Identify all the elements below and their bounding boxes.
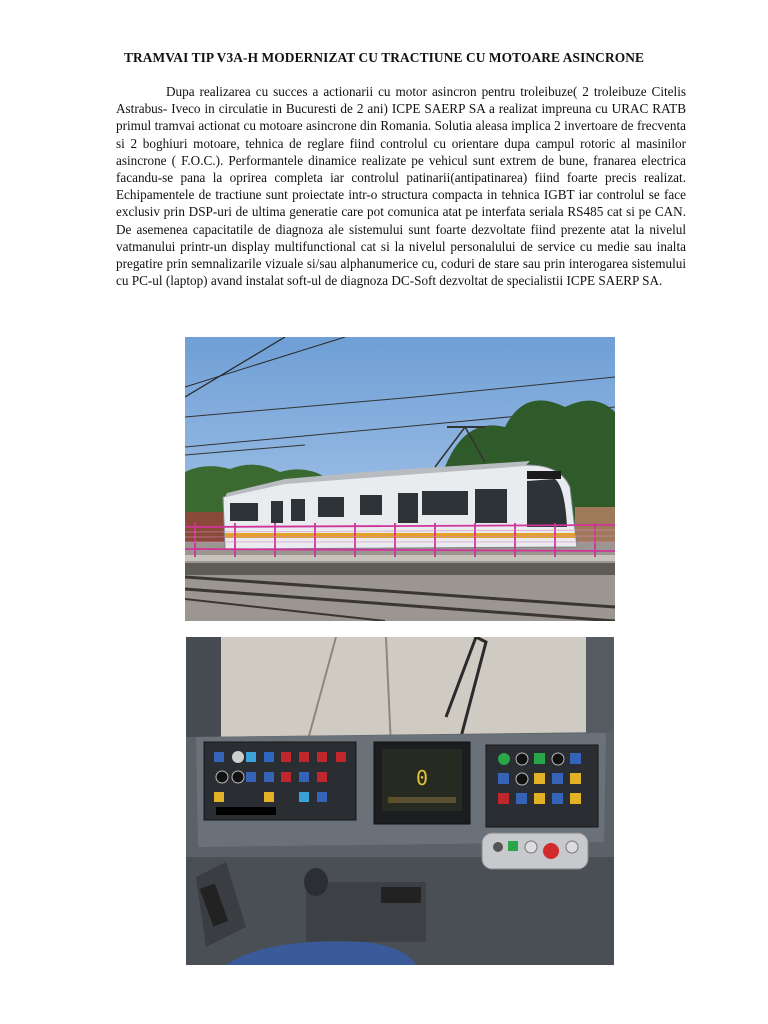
- document-title: TRAMVAI TIP V3A-H MODERNIZAT CU TRACTIUNE CU MOTOARE ASINCRONE: [123, 50, 645, 65]
- tram-photo: [185, 337, 615, 621]
- display-speed-value: 0: [416, 766, 429, 790]
- document-paragraph: Dupa realizarea cu succes a actionarii cu motor asincron pentru troleibuze( 2 troleibuze Citelis Astrabus- Iveco in circulatie in Bucuresti de 2 ani) ICPE SAERP SA a realizat impreuna cu URAC RATB primul tramvai actionat cu motoare asincrone din Romania. Solutia aleasa implica 2 invertoare de frecventa si 2 boghiuri motoare, tehnica de reglare fiind controlul cu orientare dupa campul rotoric al masinilor asincrone ( F.O.C.). Performantele dinamice realizate pe vehicul sunt extrem de bune, franarea electrica facandu-se pana la oprirea completa iar controlul patinarii(antipatinarea) fiind foarte precis realizat. Echipamentele de tractiune sunt proiectate intr-o structura compacta in tehnica IGBT iar controlul se face exclusiv prin DSP-uri de ultima generatie care pot comunica atat pe interfata seriala RS485 cat si pe CAN. De asemenea capacitatile de diagnoza ale sistemului sunt foarte dezvoltate fiind prezente atat la nivelul vatmanului printr-un display multifunctional cat si la nivelul personalului de service cu medie sau inalta pregatire prin semnalizarile vizuale si/sau alphanumerice cu, coduri de stare sau prin interogarea sistemului cu PC-ul (laptop) avand instalat soft-ul de diagnoza DC-Soft dezvoltat de specialistii ICPE SAERP SA.: [116, 84, 686, 289]
- driver-cab-photo: [186, 637, 614, 965]
